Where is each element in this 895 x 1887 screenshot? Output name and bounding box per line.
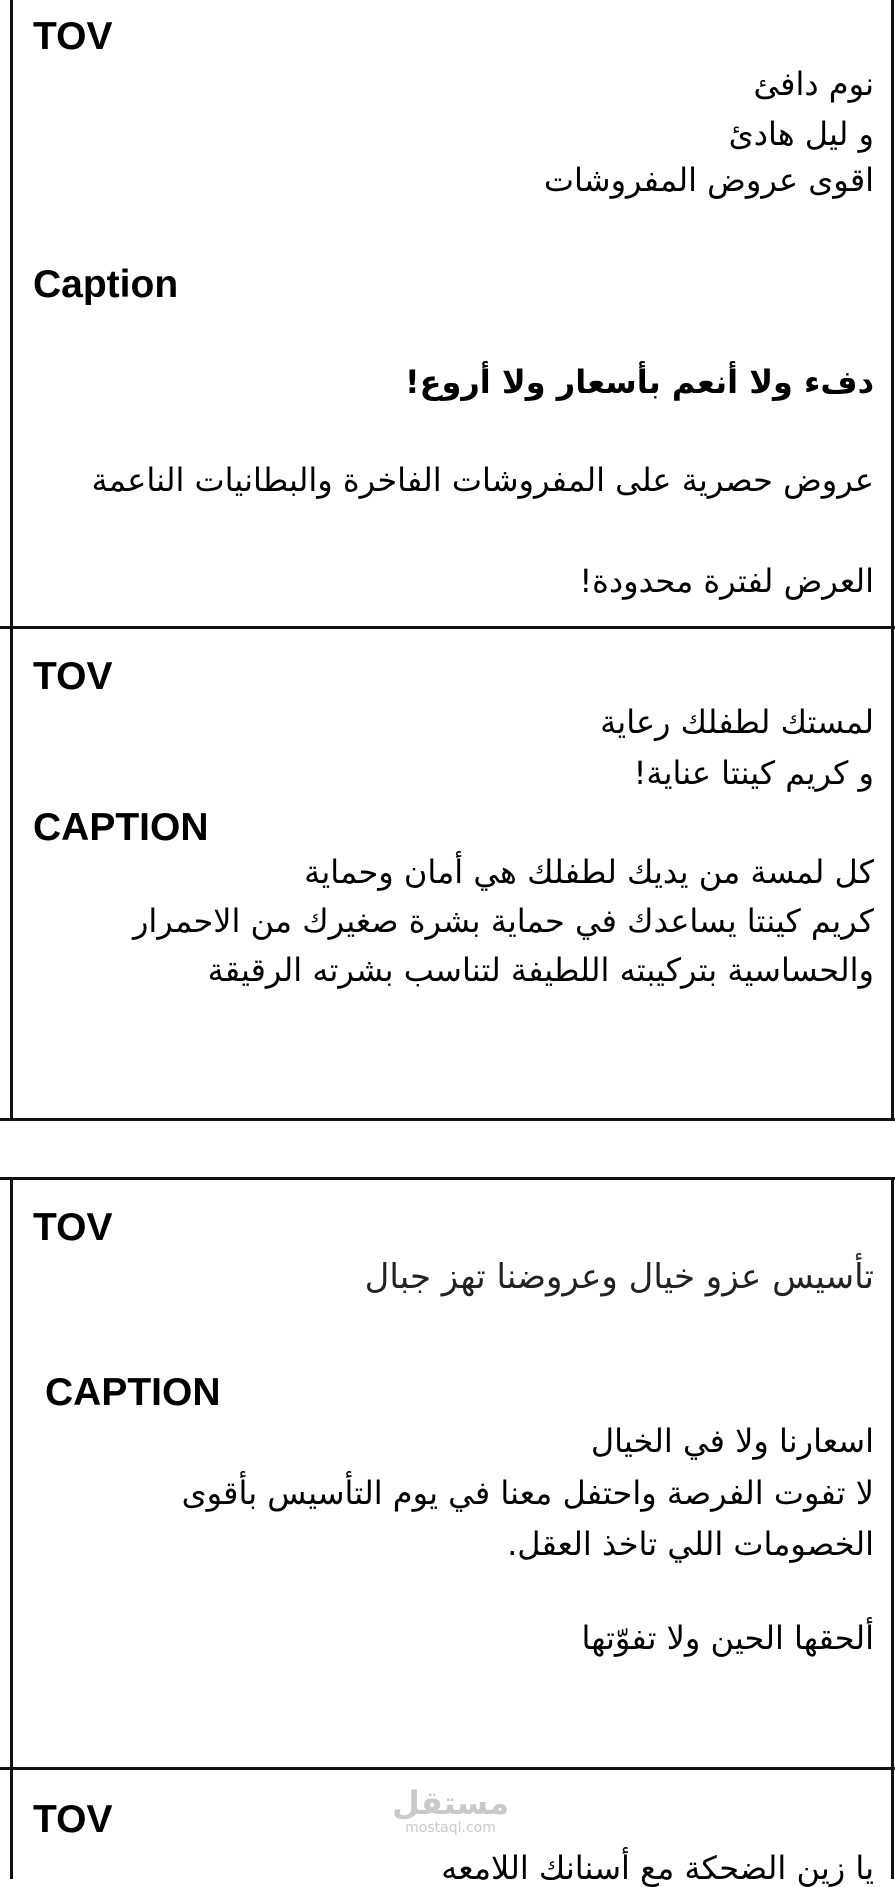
tov-line: يا زين الضحكة مع أسنانك اللامعه [441, 1849, 874, 1887]
caption-label: CAPTION [33, 806, 209, 849]
caption-line: كل لمسة من يديك لطفلك هي أمان وحماية [304, 853, 874, 891]
tov-line: و ليل هادئ [728, 115, 874, 153]
caption-line: والحساسية بتركيبته اللطيفة لتناسب بشرته الرقيقة [207, 951, 874, 989]
tov-label: TOV [33, 655, 113, 698]
caption-line: الخصومات اللي تاخذ العقل. [507, 1525, 874, 1563]
tov-label: TOV [33, 1798, 113, 1841]
block-divider [0, 626, 895, 629]
sheet2-top-border [0, 1177, 895, 1180]
sheet2-left-border [10, 1177, 13, 1879]
tov-line: نوم دافئ [753, 65, 874, 103]
caption-line: كريم كينتا يساعدك في حماية بشرة صغيرك من الاحمرار [132, 902, 874, 940]
caption-line: العرض لفترة محدودة! [579, 562, 874, 600]
caption-line: ألحقها الحين ولا تفوّتها [581, 1619, 874, 1657]
tov-line: و كريم كينتا عناية! [633, 754, 874, 792]
caption-label: CAPTION [45, 1371, 221, 1414]
sheet1-right-border [891, 0, 894, 1121]
tov-line: اقوى عروض المفروشات [543, 161, 874, 199]
watermark-arabic: مستقل [392, 1784, 510, 1822]
caption-line: عروض حصرية على المفروشات الفاخرة والبطانيات الناعمة [91, 461, 874, 499]
sheet2-right-border [891, 1177, 894, 1879]
caption-label: Caption [33, 263, 179, 306]
tov-label: TOV [33, 1206, 113, 1249]
block-divider [0, 1767, 895, 1770]
sheet1-left-border [10, 0, 13, 1121]
tov-line: تأسيس عزو خيال وعروضنا تهز جبال [364, 1257, 874, 1297]
tov-label: TOV [33, 15, 113, 58]
watermark-latin: mostaql.com [405, 1820, 496, 1836]
sheet1-bottom-border [0, 1118, 895, 1121]
caption-line: لا تفوت الفرصة واحتفل معنا في يوم التأسيس بأقوى [181, 1474, 874, 1512]
caption-headline: دفء ولا أنعم بأسعار ولا أروع! [405, 363, 874, 401]
tov-line: لمستك لطفلك رعاية [600, 703, 874, 741]
mostaql-watermark-logo [392, 1784, 510, 1836]
caption-line: اسعارنا ولا في الخيال [590, 1422, 874, 1460]
